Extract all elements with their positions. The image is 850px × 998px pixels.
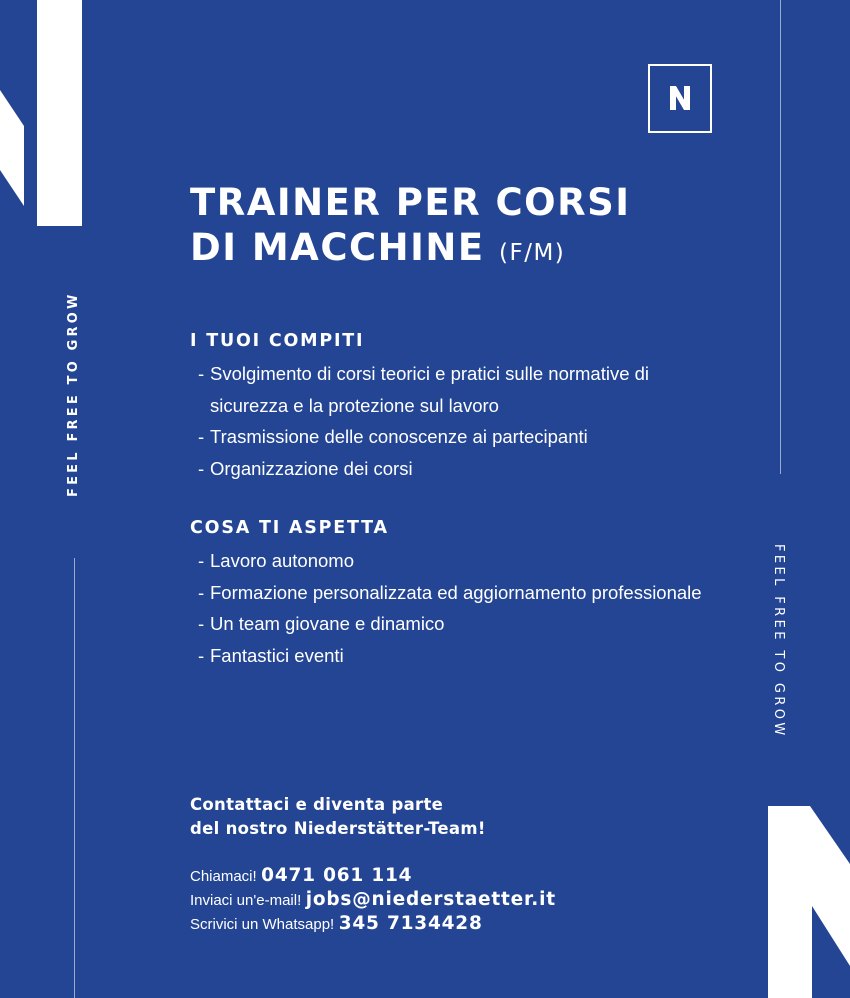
task-list [190, 358, 730, 484]
contact-label: Scrivici un Whatsapp! [190, 916, 335, 933]
contact-label: Inviaci un'e-mail! [190, 892, 302, 909]
brand-shape-top-left [0, 0, 82, 226]
whatsapp-number-link[interactable]: 345 7134428 [338, 913, 483, 934]
list-item: - Formazione personalizzata ed aggiornamento professionale [198, 577, 730, 609]
section-heading: I TUOI COMPITI [190, 331, 365, 351]
job-title-line-1: TRAINER PER CORSI [190, 181, 631, 224]
list-item: - Organizzazione dei corsi [198, 453, 730, 485]
contact-block [190, 864, 710, 936]
section-tasks [190, 330, 730, 484]
contact-phone [190, 864, 710, 888]
email-link[interactable]: jobs@niederstaetter.it [305, 889, 556, 910]
job-title-line-2: DI MACCHINE [190, 226, 485, 269]
section-benefits [190, 517, 730, 671]
divider-line-left [74, 558, 75, 998]
job-title [190, 180, 730, 276]
list-item: - Lavoro autonomo [198, 545, 730, 577]
n-logo-icon [650, 66, 710, 131]
phone-number-link[interactable]: 0471 061 114 [261, 865, 413, 886]
tagline-vertical-left: FEEL FREE TO GROW [66, 291, 81, 497]
cta-line-2: del nostro Niederstätter-Team! [190, 819, 486, 838]
tagline-vertical-right: FEEL FREE TO GROW [771, 544, 786, 739]
contact-email [190, 888, 710, 912]
brand-shape-bottom-right [768, 806, 850, 998]
brand-logo [648, 64, 712, 133]
benefit-list [190, 545, 730, 671]
section-heading: COSA TI ASPETTA [190, 518, 389, 538]
list-item: - Svolgimento di corsi teorici e pratici sulle normative di sicurezza e la protezione sul lavoro [198, 358, 730, 421]
contact-whatsapp [190, 912, 710, 936]
list-item: - Fantastici eventi [198, 640, 730, 672]
list-item: - Un team giovane e dinamico [198, 608, 730, 640]
contact-label: Chiamaci! [190, 868, 257, 885]
job-title-gender-suffix: (F/M) [499, 240, 566, 266]
call-to-action [190, 793, 640, 841]
cta-line-1: Contattaci e diventa parte [190, 795, 444, 814]
divider-line-right [780, 0, 781, 474]
list-item: - Trasmissione delle conoscenze ai partecipanti [198, 421, 730, 453]
